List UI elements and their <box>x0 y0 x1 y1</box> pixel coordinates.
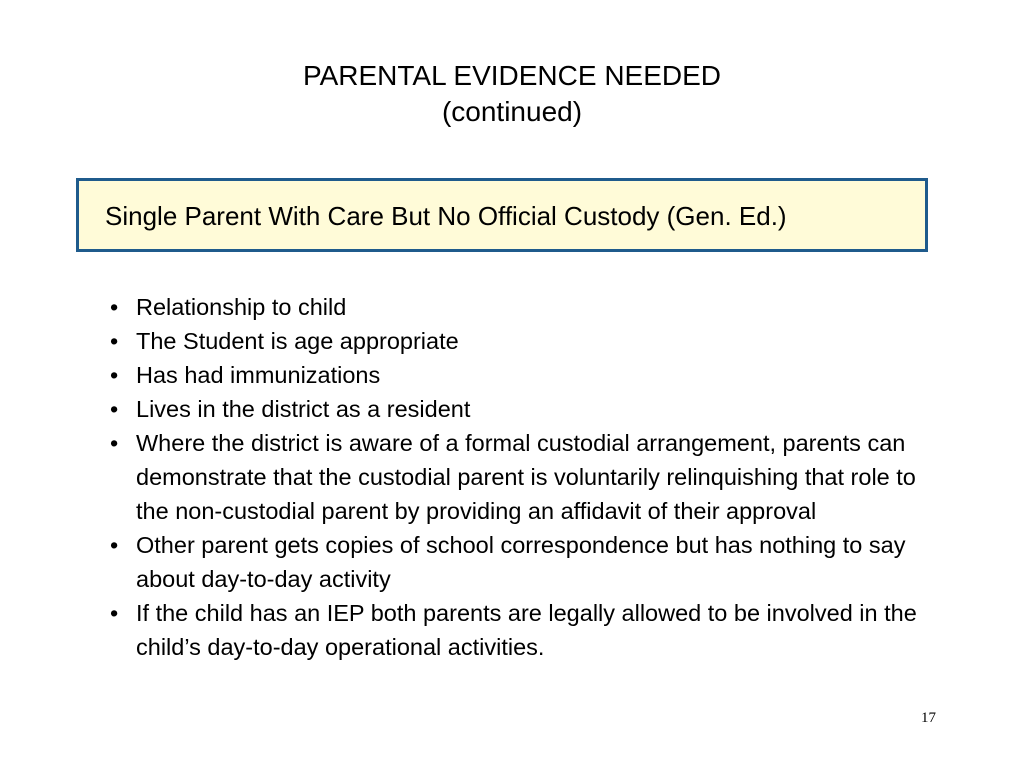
slide-title <box>0 58 1024 130</box>
bullet-item <box>110 358 930 392</box>
bullet-item <box>110 528 930 596</box>
bullet-text: Other parent gets copies of school correspondence but has nothing to say about day-to-day activity <box>136 532 906 592</box>
page-number: 17 <box>921 710 936 726</box>
bullet-icon: • <box>110 396 119 422</box>
bullet-icon: • <box>110 532 119 558</box>
bullet-icon: • <box>110 294 119 320</box>
bullet-text: The Student is age appropriate <box>136 328 459 354</box>
bullet-icon: • <box>110 600 119 626</box>
bullet-item <box>110 596 930 664</box>
bullet-text: Lives in the district as a resident <box>136 396 471 422</box>
slide-title-line-2: (continued) <box>441 96 583 127</box>
subtitle-text: Single Parent With Care But No Official Custody (Gen. Ed.) <box>105 201 787 231</box>
bullet-icon: • <box>110 430 119 456</box>
bullet-text: If the child has an IEP both parents are legally allowed to be involved in the child’s day-to-day operational activities. <box>136 600 917 660</box>
bullet-list <box>110 290 930 664</box>
bullet-item <box>110 392 930 426</box>
bullet-item <box>110 324 930 358</box>
bullet-text: Relationship to child <box>136 294 347 320</box>
bullet-icon: • <box>110 362 119 388</box>
bullet-item <box>110 426 930 528</box>
bullet-text: Where the district is aware of a formal custodial arrangement, parents can demonstrate that the custodial parent is voluntarily relinquishing that role to the non-custodial parent by providing an affidavit of their approval <box>136 430 916 524</box>
bullet-item <box>110 290 930 324</box>
slide-title-line-1: PARENTAL EVIDENCE NEEDED <box>302 60 722 91</box>
bullet-text: Has had immunizations <box>136 362 381 388</box>
bullet-icon: • <box>110 328 119 354</box>
